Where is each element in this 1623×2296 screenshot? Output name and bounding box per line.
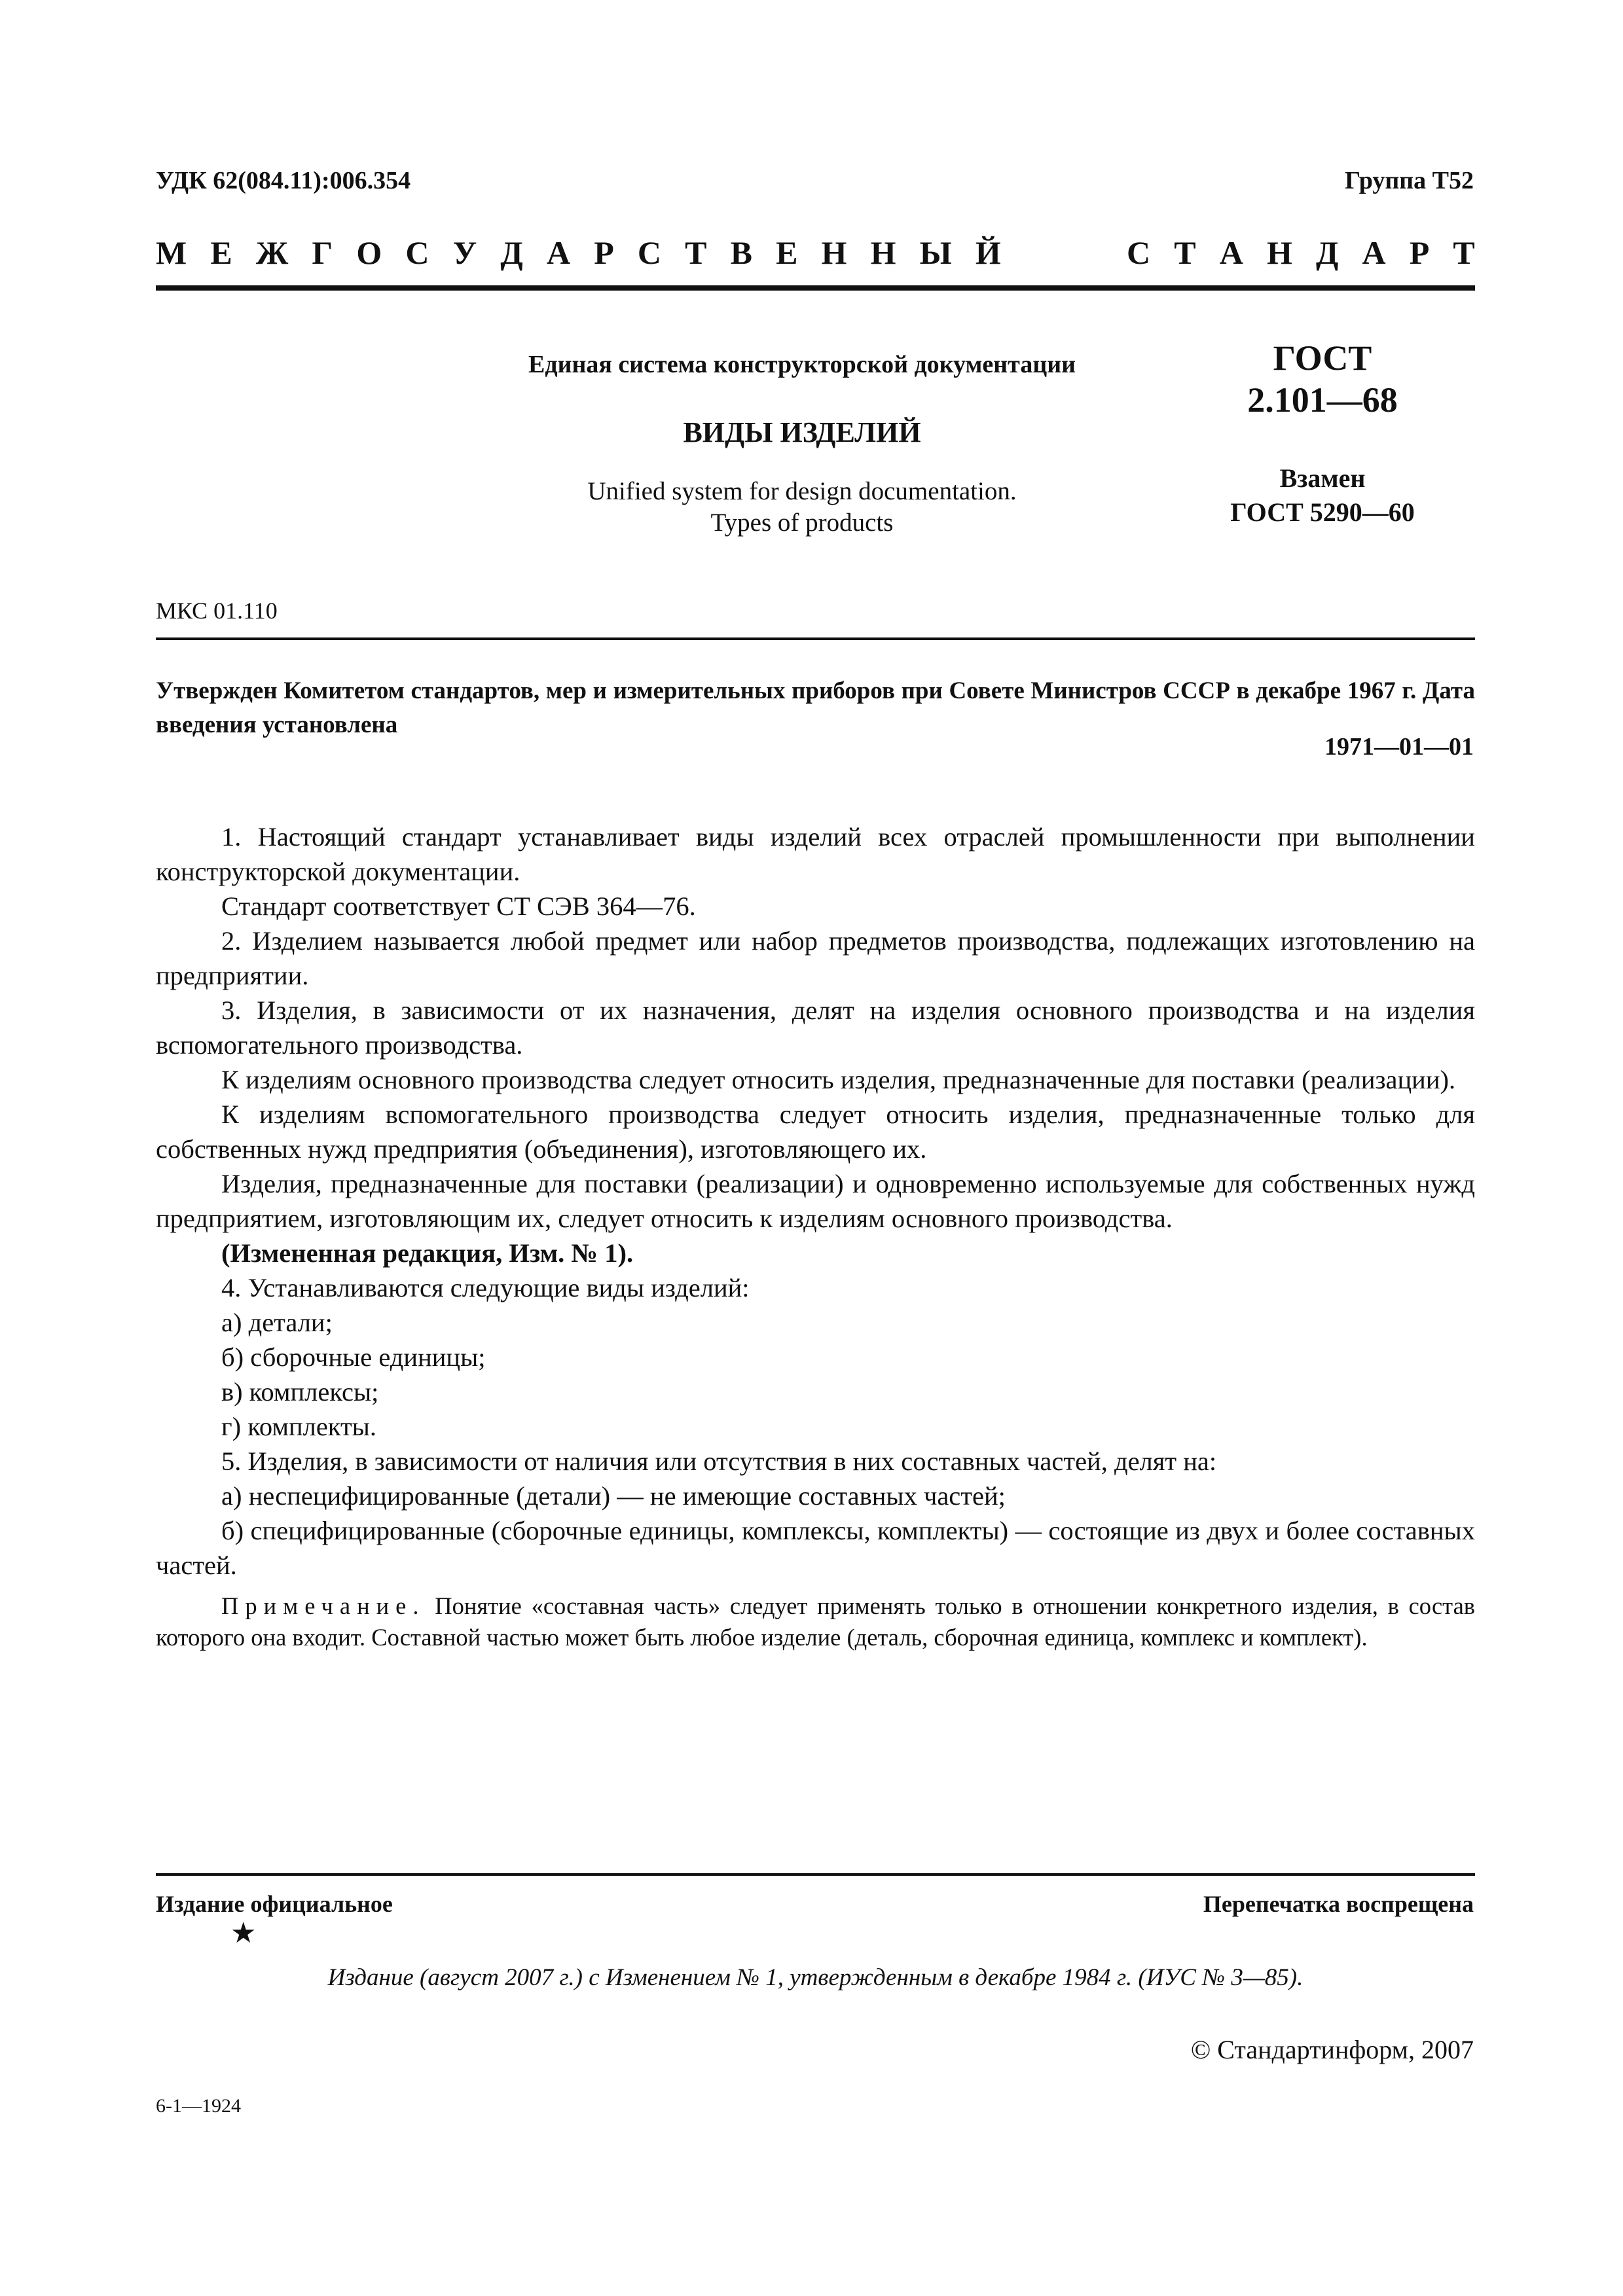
- group-code: Группа Т52: [1344, 167, 1474, 194]
- banner-letter: М: [156, 234, 187, 271]
- banner-letter: А: [546, 234, 571, 271]
- star-icon: ★: [230, 1917, 257, 1949]
- banner-letter: Т: [685, 234, 707, 271]
- list-item-d: г) комплекты.: [221, 1412, 376, 1441]
- effective-date: 1971—01—01: [1324, 733, 1474, 761]
- paragraph-14: 5. Изделия, в зависимости от наличия или отсутствия в них составных частей, делят на:: [221, 1446, 1217, 1476]
- banner-letter: Г: [312, 234, 333, 271]
- note: [156, 1590, 1475, 1653]
- mks-rule: [156, 637, 1475, 640]
- document-body: [156, 819, 1475, 1653]
- udk-code: УДК 62(084.11):006.354: [156, 167, 411, 194]
- reprint-prohibited: Перепечатка воспрещена: [1203, 1891, 1474, 1917]
- copyright: © Стандартинформ, 2007: [1190, 2035, 1474, 2064]
- paragraph-3: 2. Изделием называется любой предмет или набор предметов производства, подлежащих изготовлению на предприятии.: [156, 926, 1475, 990]
- banner-letter: Й: [975, 234, 1001, 271]
- banner-letter: Ы: [919, 234, 952, 271]
- paragraph-2: Стандарт соответствует СТ СЭВ 364—76.: [221, 891, 696, 921]
- banner-letter: Е: [776, 234, 798, 271]
- banner-letter: Р: [594, 234, 614, 271]
- system-name: Единая система конструкторской документации: [528, 351, 1076, 378]
- banner-letter: Т: [1453, 234, 1475, 271]
- paragraph-7: Изделия, предназначенные для поставки (реализации) и одновременно используемые для собственных нужд предприятием, изготовляющим их, следует относить к изделиям основного производства.: [156, 1169, 1475, 1233]
- banner-letter: А: [1219, 234, 1243, 271]
- list-item-a: а) детали;: [221, 1308, 333, 1337]
- banner-letter: С: [637, 234, 661, 271]
- paragraph-1: 1. Настоящий стандарт устанавливает виды изделий всех отраслей промышленности при выполнении конструкторской документации.: [156, 822, 1475, 886]
- note-text: Понятие «составная часть» следует применять только в отношении конкретного изделия, в состав которого она входит. Составной частью может быть любое изделие (деталь, сборочная единица, комплекс и комплект).: [156, 1592, 1475, 1651]
- gost-designation: [1231, 337, 1414, 421]
- banner-letter: Н: [1266, 234, 1292, 271]
- banner-letter: У: [452, 234, 477, 271]
- banner-letter: С: [405, 234, 429, 271]
- banner-letter: Ж: [255, 234, 289, 271]
- banner-letter: Е: [210, 234, 232, 271]
- footer-rule: [156, 1873, 1475, 1876]
- paragraph-15: а) неспецифицированные (детали) — не имеющие составных частей;: [221, 1481, 1006, 1511]
- header-rule: [156, 285, 1475, 291]
- banner-letter: Н: [870, 234, 896, 271]
- banner-letter: Н: [821, 234, 847, 271]
- print-code: 6-1—1924: [156, 2095, 241, 2117]
- replace-label: Взамен: [1279, 463, 1366, 493]
- gost-label: ГОСТ: [1273, 338, 1372, 378]
- note-label: Примечание.: [221, 1592, 426, 1619]
- edition-info: Издание (август 2007 г.) с Изменением № 1, утвержденным в декабре 1984 г. (ИУС № 3—85).: [327, 1964, 1304, 1991]
- official-edition: Издание официальное: [156, 1891, 393, 1917]
- document-title: ВИДЫ ИЗДЕЛИЙ: [683, 416, 921, 448]
- english-title: [354, 476, 1250, 539]
- paragraph-6: К изделиям вспомогательного производства следует относить изделия, предназначенные только для собственных нужд предприятия (объединения), изготовляющего их.: [156, 1100, 1475, 1164]
- list-item-b: б) сборочные единицы;: [221, 1342, 486, 1372]
- approval-text: Утвержден Комитетом стандартов, мер и измерительных приборов при Совете Министров СССР в декабре 1967 г. Дата введения установлена: [156, 677, 1475, 738]
- paragraph-16: б) специфицированные (сборочные единицы, комплексы, комплекты) — состоящие из двух и более составных частей.: [156, 1516, 1475, 1580]
- interstate-standard-banner: [156, 234, 1475, 271]
- banner-letter: Д: [500, 234, 523, 271]
- banner-letter: С: [1127, 234, 1151, 271]
- replaces-block: [1224, 461, 1421, 529]
- banner-letter: Д: [1315, 234, 1339, 271]
- gost-number: 2.101—68: [1247, 380, 1398, 420]
- banner-letter: Р: [1409, 234, 1430, 271]
- banner-letter: А: [1362, 234, 1386, 271]
- mks-code: МКС 01.110: [156, 598, 278, 624]
- banner-letter: О: [356, 234, 382, 271]
- paragraph-4: 3. Изделия, в зависимости от их назначения, делят на изделия основного производства и на изделия вспомогательного производства.: [156, 996, 1475, 1060]
- english-title-line2: Types of products: [710, 509, 894, 537]
- list-item-c: в) комплексы;: [221, 1377, 379, 1407]
- replace-number: ГОСТ 5290—60: [1230, 497, 1415, 527]
- paragraph-5: К изделиям основного производства следует относить изделия, предназначенные для поставки (реализации).: [221, 1065, 1456, 1094]
- banner-letter: В: [730, 234, 752, 271]
- english-title-line1: Unified system for design documentation.: [587, 477, 1017, 505]
- paragraph-9: 4. Устанавливаются следующие виды изделий:: [221, 1273, 750, 1302]
- amendment-note: (Измененная редакция, Изм. № 1).: [221, 1238, 634, 1268]
- banner-letter: Т: [1174, 234, 1196, 271]
